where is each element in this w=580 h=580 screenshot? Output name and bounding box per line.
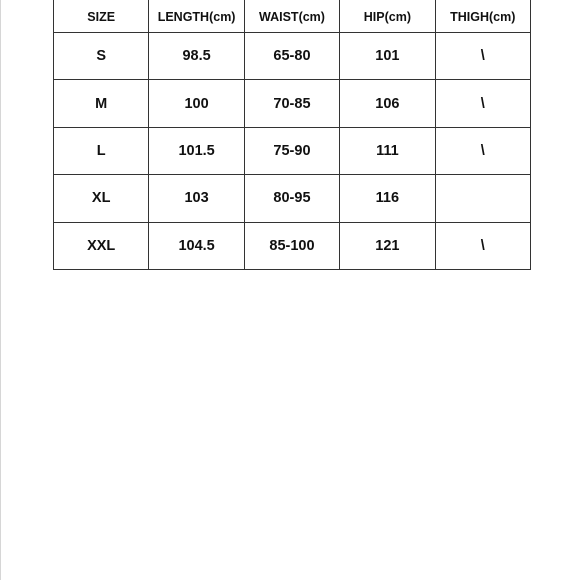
table-row (54, 33, 531, 80)
cell-hip: 106 (340, 80, 435, 127)
table-row (54, 80, 531, 127)
cell-hip: 121 (340, 222, 435, 269)
cell-length: 104.5 (149, 222, 244, 269)
cell-thigh: \ (435, 222, 530, 269)
cell-thigh: \ (435, 127, 530, 174)
cell-waist: 75-90 (244, 127, 339, 174)
cell-length: 101.5 (149, 127, 244, 174)
cell-thigh: \ (435, 80, 530, 127)
header-size: SIZE (54, 0, 149, 33)
table-row (54, 127, 531, 174)
table-header-row (54, 0, 531, 33)
cell-size: L (54, 127, 149, 174)
cell-length: 98.5 (149, 33, 244, 80)
table-row (54, 175, 531, 222)
cell-size: XL (54, 175, 149, 222)
cell-hip: 116 (340, 175, 435, 222)
cell-waist: 80-95 (244, 175, 339, 222)
cell-length: 103 (149, 175, 244, 222)
cell-size: S (54, 33, 149, 80)
header-length: LENGTH(cm) (149, 0, 244, 33)
header-thigh: THIGH(cm) (435, 0, 530, 33)
cell-waist: 85-100 (244, 222, 339, 269)
header-hip: HIP(cm) (340, 0, 435, 33)
table-row (54, 222, 531, 269)
size-chart-table (53, 0, 531, 270)
cell-hip: 101 (340, 33, 435, 80)
cell-size: XXL (54, 222, 149, 269)
cell-length: 100 (149, 80, 244, 127)
cell-waist: 65-80 (244, 33, 339, 80)
cell-size: M (54, 80, 149, 127)
cell-waist: 70-85 (244, 80, 339, 127)
cell-thigh: \ (435, 33, 530, 80)
cell-thigh (435, 175, 530, 222)
left-divider (0, 0, 1, 580)
cell-hip: 111 (340, 127, 435, 174)
header-waist: WAIST(cm) (244, 0, 339, 33)
